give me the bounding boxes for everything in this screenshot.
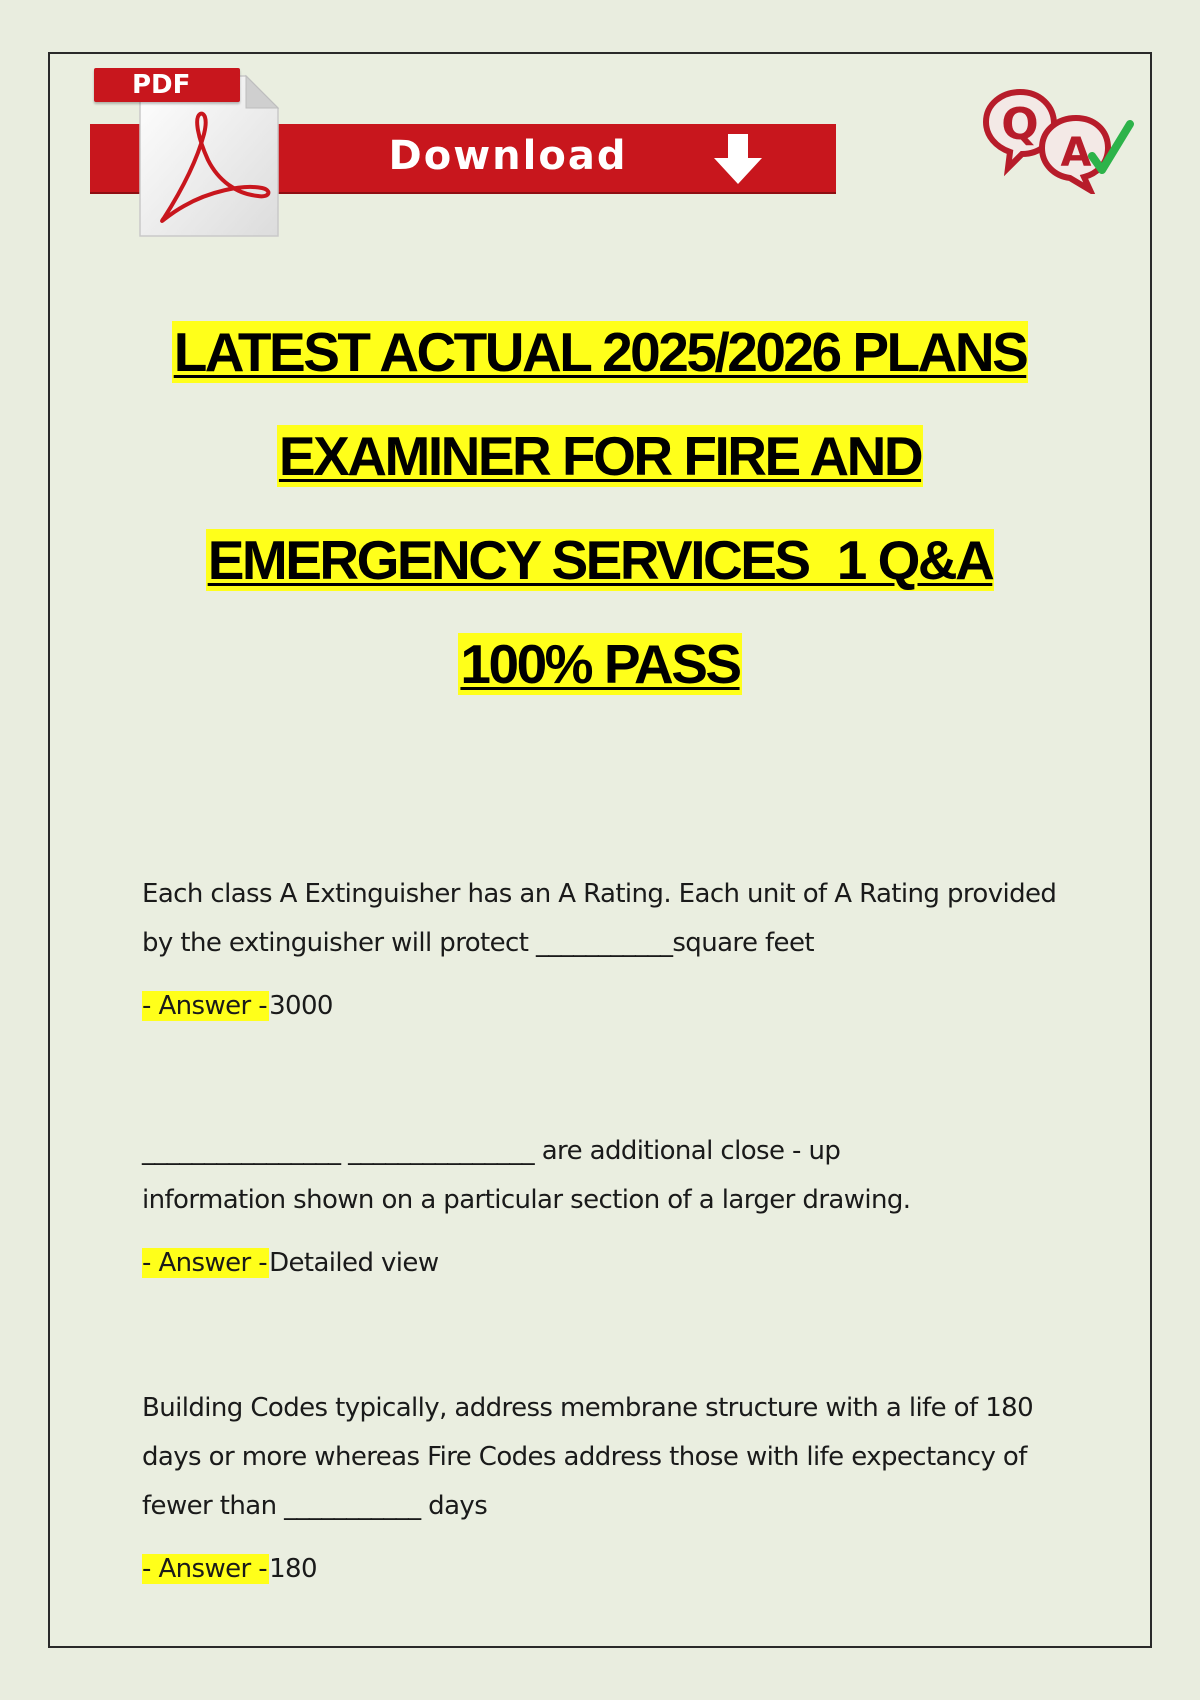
answer-text <box>142 1245 1082 1281</box>
answer-value: Detailed view <box>269 1248 439 1278</box>
answer-text <box>142 988 1082 1024</box>
qa-item <box>142 1127 1082 1281</box>
title-line: LATEST ACTUAL 2025/2026 PLANS <box>173 321 1027 383</box>
question-text: Building Codes typically, address membrane structure with a life of 180 days or more whereas Fire Codes address those with life expectancy of fewer than ___________ days <box>142 1393 1034 1521</box>
title-line: 100% PASS <box>460 633 740 695</box>
a-speech-bubble-icon <box>1042 118 1108 190</box>
download-label[interactable]: Download <box>388 133 628 179</box>
pdf-download-banner[interactable] <box>90 66 840 246</box>
document-title <box>50 316 1150 732</box>
answer-text <box>142 1551 1082 1587</box>
qa-item <box>142 870 1082 1024</box>
title-line: EMERGENCY SERVICES_1 Q&A <box>207 529 993 591</box>
question-text: Each class A Extinguisher has an A Rating. Each unit of A Rating provided by the extinguisher will protect ___________square feet <box>142 879 1057 958</box>
a-letter: A <box>1060 130 1092 176</box>
answer-value: 3000 <box>269 991 333 1021</box>
answer-prefix: - Answer - <box>142 1554 268 1584</box>
answer-prefix: - Answer - <box>142 991 268 1021</box>
qa-item <box>142 1384 1082 1587</box>
q-letter: Q <box>1001 99 1039 150</box>
answer-prefix: - Answer - <box>142 1248 268 1278</box>
pdf-tag: PDF <box>94 68 240 102</box>
qa-logo <box>980 84 1140 194</box>
title-line: EXAMINER FOR FIRE AND <box>278 425 922 487</box>
document-page <box>48 52 1152 1648</box>
arrow-down-icon[interactable] <box>708 130 768 188</box>
question-text: ________________ _______________ are additional close - up information shown on a particular section of a larger drawing. <box>142 1136 911 1215</box>
answer-value: 180 <box>269 1554 317 1584</box>
